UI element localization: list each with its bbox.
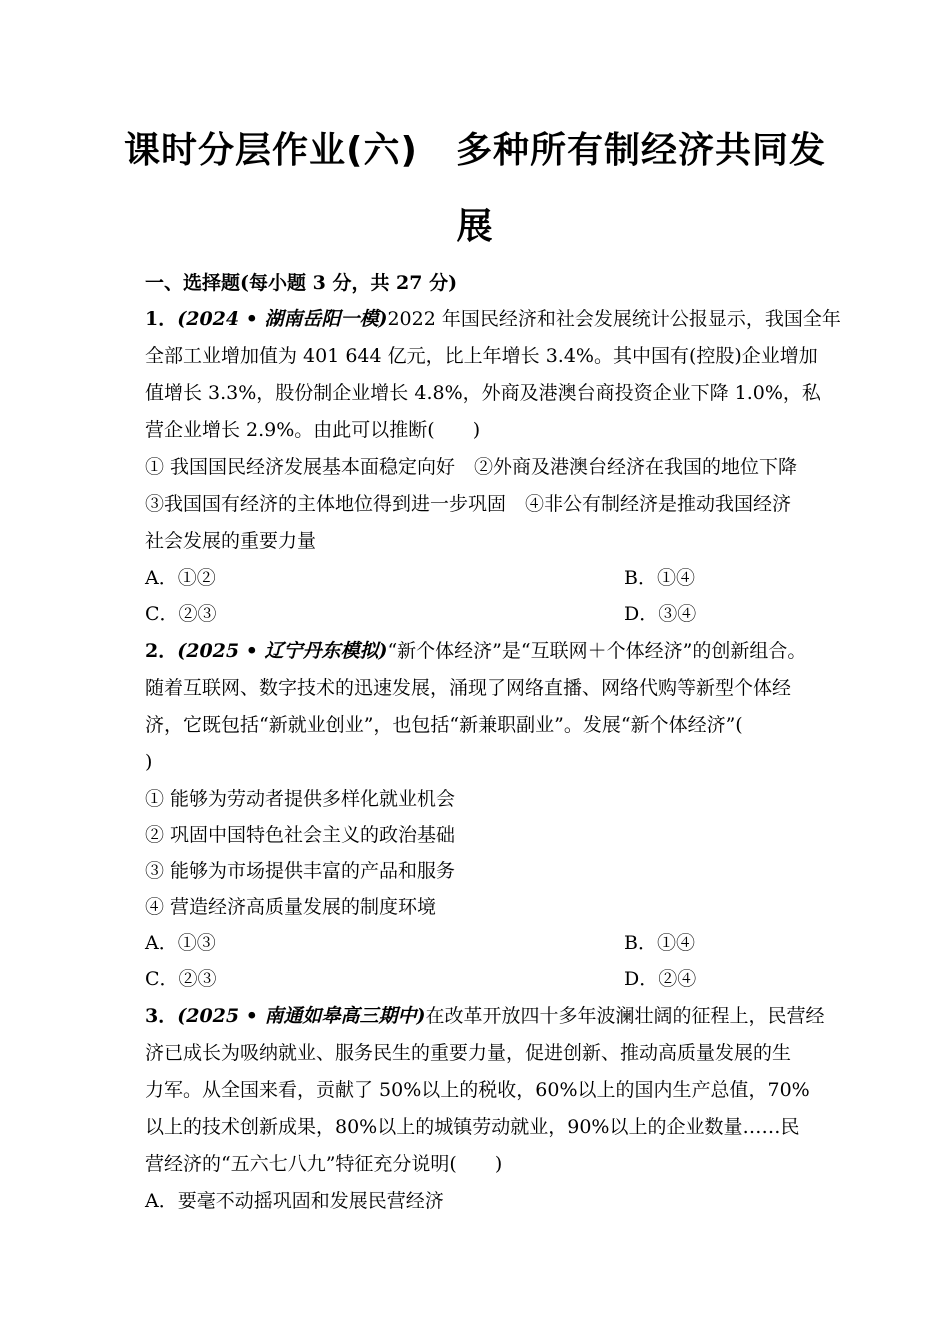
q3-stem-text-1: 在改革开放四十多年波澜壮阔的征程上，民营经 xyxy=(425,1005,825,1027)
q3-number: 3． xyxy=(145,1005,178,1027)
q2-stem-line-2: 随着互联网、数字技术的迅速发展，涌现了网络直播、网络代购等新型个体经 xyxy=(145,677,792,699)
section-heading: 一、选择题(每小题 3 分，共 27 分) xyxy=(145,272,458,294)
q2-item-line-4: ④ 营造经济高质量发展的制度环境 xyxy=(145,896,437,918)
q3-source: (2025 • 南通如皋高三期中) xyxy=(177,1005,426,1027)
q1-stem-line-3: 值增长 3.3%，股份制企业增长 4.8%，外商及港澳台商投资企业下降 1.0%，私 xyxy=(145,382,821,404)
q2-item-line-1: ① 能够为劳动者提供多样化就业机会 xyxy=(145,788,456,810)
q2-options-row-2 xyxy=(145,966,845,992)
q2-stem-line-1 xyxy=(145,638,806,664)
q1-options-row-1 xyxy=(145,565,845,591)
q3-option-a[interactable]: A．要毫不动摇巩固和发展民营经济 xyxy=(145,1190,444,1212)
q3-stem-line-1 xyxy=(145,1003,824,1029)
q1-option-b[interactable]: B．①④ xyxy=(624,567,695,589)
page-title-continued xyxy=(100,205,850,249)
q1-item-line-2: ③我国国有经济的主体地位得到进一步巩固 ④非公有制经济是推动我国经济 xyxy=(145,493,792,515)
q2-number: 2． xyxy=(145,640,178,662)
q1-source: (2024 • 湖南岳阳一模) xyxy=(177,308,388,330)
title-part-3: 展 xyxy=(456,206,494,247)
q2-item-line-3: ③ 能够为市场提供丰富的产品和服务 xyxy=(145,860,456,882)
q2-item-line-2: ② 巩固中国特色社会主义的政治基础 xyxy=(145,824,456,846)
q2-option-b[interactable]: B．①④ xyxy=(624,932,695,954)
q2-options-row-1 xyxy=(145,930,845,956)
q2-stem-text-1: “新个体经济”是“互联网＋个体经济”的创新组合。 xyxy=(387,640,807,662)
q1-stem-line-1 xyxy=(145,306,841,332)
page-title xyxy=(100,129,850,173)
q1-option-d[interactable]: D．③④ xyxy=(624,603,697,625)
q3-stem-line-2: 济已成长为吸纳就业、服务民生的重要力量，促进创新、推动高质量发展的生 xyxy=(145,1042,792,1064)
q1-options-row-2 xyxy=(145,601,845,627)
q2-option-c[interactable]: C．②③ xyxy=(145,968,217,990)
q1-item-line-1: ① 我国国民经济发展基本面稳定向好 ②外商及港澳台经济在我国的地位下降 xyxy=(145,456,798,478)
q1-number: 1． xyxy=(145,308,178,330)
q3-stem-line-4: 以上的技术创新成果，80%以上的城镇劳动就业，90%以上的企业数量……民 xyxy=(145,1116,800,1138)
q3-stem-line-5: 营经济的“五六七八九”特征充分说明( ) xyxy=(145,1153,503,1175)
q2-stem-line-3: 济，它既包括“新就业创业”，也包括“新兼职副业”。发展“新个体经济”( xyxy=(145,714,743,736)
q2-option-a[interactable]: A．①③ xyxy=(145,932,216,954)
q1-stem-line-2: 全部工业增加值为 401 644 亿元，比上年增长 3.4%。其中国有(控股)企业增加 xyxy=(145,345,818,367)
q1-option-a[interactable]: A．①② xyxy=(145,567,216,589)
q1-stem-text-1: 2022 年国民经济和社会发展统计公报显示，我国全年 xyxy=(387,308,841,330)
q3-stem-line-3: 力军。从全国来看，贡献了 50%以上的税收，60%以上的国内生产总值，70% xyxy=(145,1079,810,1101)
title-part-2: 多种所有制经济共同发 xyxy=(455,130,826,171)
q1-stem-line-4: 营企业增长 2.9%。由此可以推断( ) xyxy=(145,419,481,441)
q1-option-c[interactable]: C．②③ xyxy=(145,603,217,625)
q2-stem-line-4: ) xyxy=(145,751,153,773)
q1-item-line-3: 社会发展的重要力量 xyxy=(145,530,317,552)
title-part-1: 课时分层作业(六) xyxy=(124,130,418,171)
q2-source: (2025 • 辽宁丹东模拟) xyxy=(177,640,388,662)
q2-option-d[interactable]: D．②④ xyxy=(624,968,697,990)
